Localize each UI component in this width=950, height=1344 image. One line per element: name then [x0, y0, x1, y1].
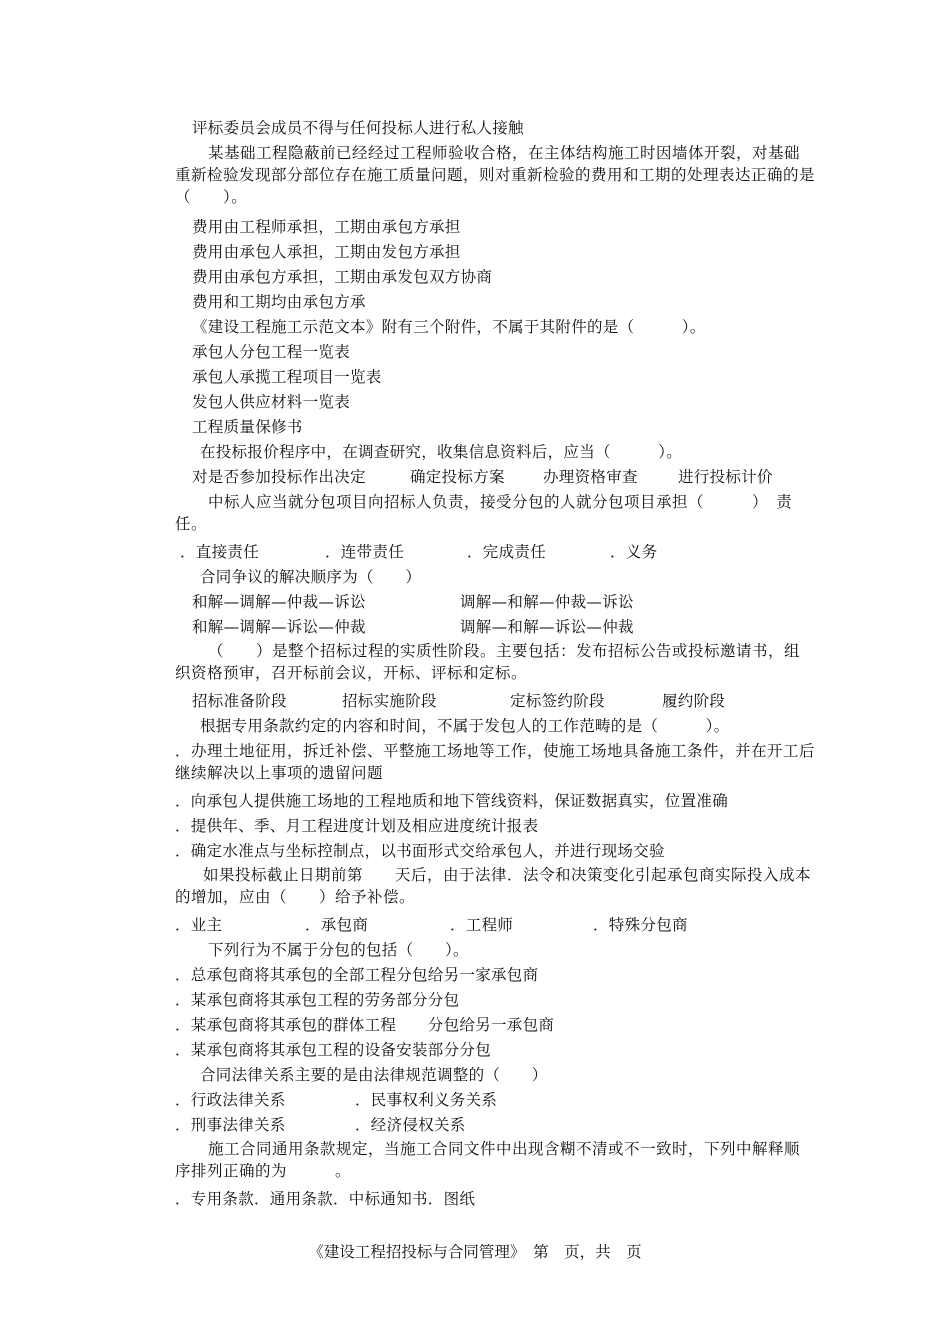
- option-line: ．总承包商将其承包的全部工程分包给另一家承包商: [175, 966, 539, 984]
- option-paragraph: ．办理土地征用，拆迁补偿、平整施工场地等工作，使施工场地具备施工条件，并在开工后继续解决以上事项的遗留问题: [175, 742, 816, 782]
- option-line: 工程质量保修书: [192, 418, 303, 436]
- question-paragraph: 中标人应当就分包项目向招标人负责，接受分包的人就分包项目承担（ ） 责任。: [175, 493, 793, 533]
- question-paragraph: 施工合同通用条款规定，当施工合同文件中出现含糊不清或不一致时，下列中解释顺序排列正确的为 。: [175, 1140, 801, 1180]
- option-line: ．业主: [175, 916, 223, 934]
- option-line: 调解—和解—诉讼—仲裁: [460, 618, 634, 636]
- option-line: 定标签约阶段: [510, 692, 605, 710]
- option-line: ．提供年、季、月工程进度计划及相应进度统计报表: [175, 817, 539, 835]
- option-line: 费用由承包方承担，工期由承发包双方协商: [192, 268, 493, 286]
- option-line: 调解—和解—仲裁—诉讼: [460, 593, 634, 611]
- option-line: ．刑事法律关系: [175, 1116, 286, 1134]
- option-line: ．完成责任: [467, 543, 547, 561]
- question-line: 合同争议的解决顺序为（ ）: [200, 568, 422, 586]
- option-line: ．确定水准点与坐标控制点，以书面形式交给承包人，并进行现场交验: [175, 842, 665, 860]
- question-line: 在投标报价程序中，在调查研究，收集信息资料后，应当（ ）。: [200, 443, 683, 461]
- question-paragraph: 某基础工程隐蔽前已经经过工程师验收合格，在主体结构施工时因墙体开裂，对基础重新检验发现部分部位存在施工质量问题，则对重新检验的费用和工期的处理表达正确的是（ ）。: [175, 144, 816, 206]
- option-line: 承包人承揽工程项目一览表: [192, 368, 382, 386]
- question-line: 合同法律关系主要的是由法律规范调整的（ ）: [200, 1066, 548, 1084]
- option-line: 履约阶段: [662, 692, 726, 710]
- option-line: ．连带责任: [325, 543, 405, 561]
- option-line: 发包人供应材料一览表: [192, 393, 351, 411]
- option-line: 费用由工程师承担，工期由承包方承担: [192, 218, 461, 236]
- option-line: 招标准备阶段: [192, 692, 287, 710]
- option-line: ．承包商: [305, 916, 369, 934]
- option-line: 确定投标方案: [410, 468, 505, 486]
- option-line: 和解—调解—仲裁—诉讼: [192, 593, 366, 611]
- option-line: 和解—调解—诉讼—仲裁: [192, 618, 366, 636]
- page-footer: 《建设工程招投标与合同管理》 第 页，共 页: [308, 1243, 642, 1261]
- option-line: ．直接责任: [180, 543, 260, 561]
- option-line: ．行政法律关系: [175, 1091, 286, 1109]
- option-line: ．义务: [610, 543, 658, 561]
- question-paragraph: 如果投标截止日期前第 天后，由于法律．法令和决策变化引起承包商实际投入成本的增加，应由（ ）给予补偿。: [175, 866, 812, 906]
- option-line: 招标实施阶段: [342, 692, 437, 710]
- option-line: ．专用条款．通用条款．中标通知书．图纸: [175, 1190, 476, 1208]
- option-line: ．某承包商将其承包的群体工程 分包给另一承包商: [175, 1016, 555, 1034]
- option-line: 办理资格审查: [543, 468, 638, 486]
- option-line: ．某承包商将其承包工程的劳务部分分包: [175, 991, 460, 1009]
- question-paragraph: （ ）是整个招标过程的实质性阶段。主要包括：发布招标公告或投标邀请书，组织资格预审，召开标前会议，开标、评标和定标。: [175, 642, 801, 682]
- option-line: ．向承包人提供施工场地的工程地质和地下管线资料，保证数据真实，位置准确: [175, 792, 729, 810]
- option-line: ．经济侵权关系: [355, 1116, 466, 1134]
- option-line: 进行投标计价: [678, 468, 773, 486]
- option-line: 费用由承包人承担，工期由发包方承担: [192, 243, 461, 261]
- option-line: 承包人分包工程一览表: [192, 343, 351, 361]
- option-line: ．民事权利义务关系: [355, 1091, 498, 1109]
- option-line: ．特殊分包商: [593, 916, 688, 934]
- question-line: 根据专用条款约定的内容和时间，不属于发包人的工作范畴的是（ ）。: [200, 717, 730, 735]
- question-line: 下列行为不属于分包的包括（ ）。: [208, 941, 469, 959]
- option-line: ．某承包商将其承包工程的设备安装部分分包: [175, 1041, 492, 1059]
- question-line: 《建设工程施工示范文本》附有三个附件，不属于其附件的是（ ）。: [192, 318, 706, 336]
- option-line: ．工程师: [450, 916, 514, 934]
- option-line: 对是否参加投标作出决定: [192, 468, 366, 486]
- text-line: 评标委员会成员不得与任何投标人进行私人接触: [192, 119, 524, 137]
- option-line: 费用和工期均由承包方承: [192, 293, 366, 311]
